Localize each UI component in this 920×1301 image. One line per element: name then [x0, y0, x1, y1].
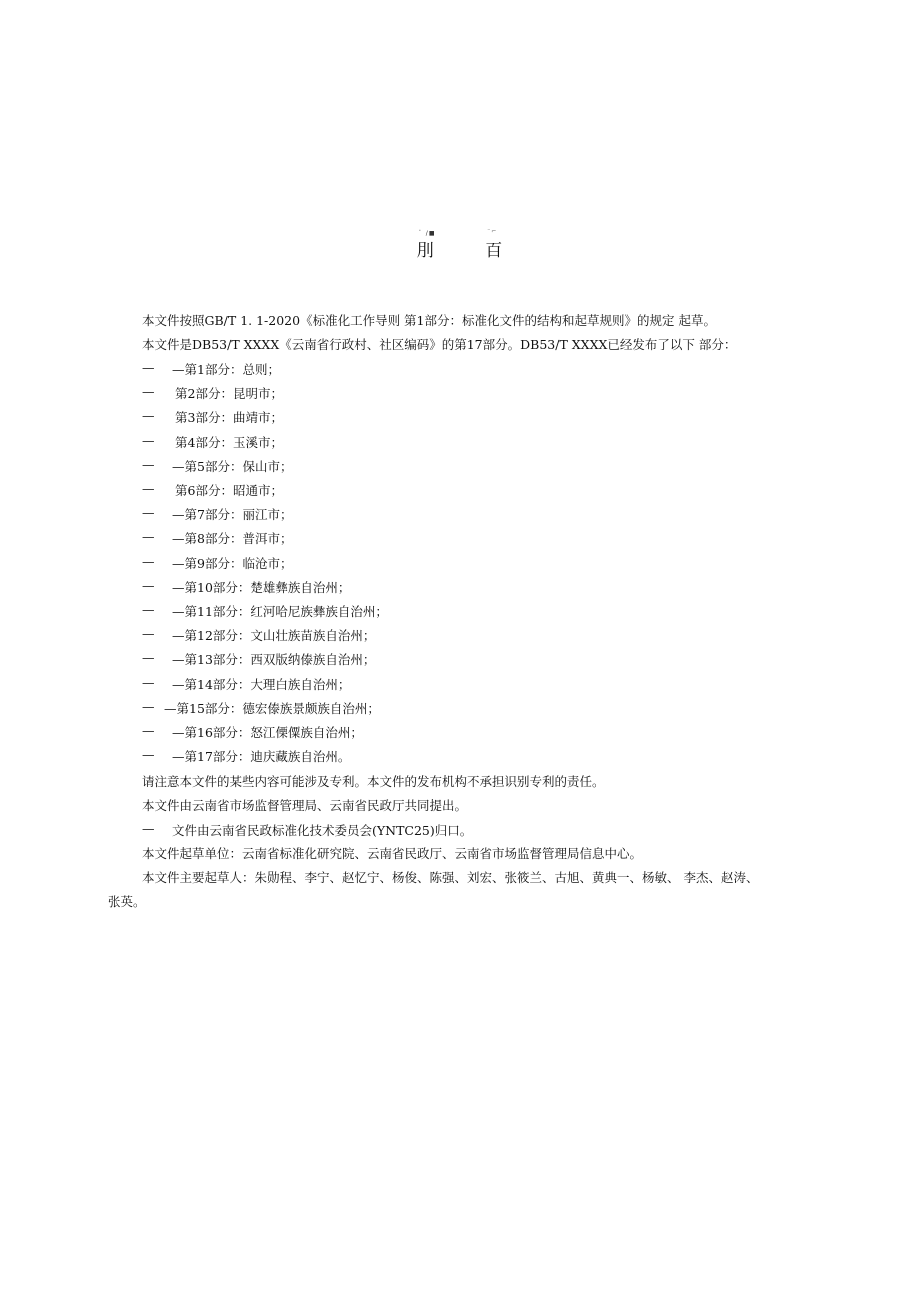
part-item-dash: — — [142, 723, 155, 738]
part-item-dash: — — [142, 529, 155, 544]
part-item-dash: — — [142, 675, 155, 690]
part-item-dash: — — [142, 360, 155, 375]
part-item-text: —第15部分：德宏傣族景颇族自治州； — [164, 701, 380, 716]
part-item-dash: — — [142, 578, 155, 593]
intro-line-1: 本文件按照GB/T 1. 1-2020《标准化工作导则 第1部分：标准化文件的结构和起草规则》的规定 起草。 — [142, 313, 716, 328]
part-item-text: 第2部分：昆明市； — [175, 386, 283, 401]
part-item-dash: — — [142, 505, 155, 520]
proposer-note: 本文件由云南省市场监督管理局、云南省民政厅共同提出。 — [142, 798, 468, 813]
part-item-dash: — — [142, 650, 155, 665]
part-item-text: —第13部分：西双版纳傣族自治州； — [172, 652, 376, 667]
title-char-1 — [416, 230, 436, 261]
part-item-text: —第1部分：总则； — [172, 362, 280, 377]
title-mark-2: ⁻⌐ — [487, 228, 498, 235]
part-item-text: —第12部分：文山壮族苗族自治州； — [172, 628, 376, 643]
part-item-text: 第3部分：曲靖市； — [175, 410, 283, 425]
part-item-text: —第10部分：楚雄彝族自治州； — [172, 580, 351, 595]
title-char-2-text: 百 — [485, 241, 504, 261]
drafting-units-note: 本文件起草单位：云南省标准化研究院、云南省民政厅、云南省市场监督管理局信息中心。 — [142, 846, 643, 861]
intro-line-2: 本文件是DB53∕T XXXX《云南省行政村、社区编码》的第17部分。DB53∕T XXXX已经发布了以下 部分： — [142, 337, 737, 352]
title-mark-1: ゛/■ — [418, 230, 436, 237]
page-title — [0, 228, 920, 261]
part-item-text: —第7部分：丽江市； — [172, 507, 293, 522]
drafters-note-line-2: 张英。 — [108, 894, 146, 909]
part-item-dash: — — [142, 481, 155, 496]
patent-note: 请注意本文件的某些内容可能涉及专利。本文件的发布机构不承担识别专利的责任。 — [142, 774, 605, 789]
part-item-dash: — — [142, 433, 155, 448]
owner-dash: — — [142, 821, 155, 836]
part-item-text: —第17部分：迪庆藏族自治州。 — [172, 749, 351, 764]
part-item-text: —第11部分：红河哈尼族彝族自治州； — [172, 604, 388, 619]
part-item-text: —第9部分：临沧市； — [172, 556, 293, 571]
owner-note: 文件由云南省民政标准化技术委员会(YNTC25)归口。 — [172, 823, 473, 838]
title-char-2 — [485, 228, 504, 261]
part-item-text: 第4部分：玉溪市； — [175, 435, 283, 450]
part-item-dash: — — [142, 384, 155, 399]
part-item-dash: — — [142, 457, 155, 472]
title-char-1-text: 刖 — [416, 241, 435, 261]
part-item-text: —第8部分：普洱市； — [172, 531, 293, 546]
part-item-dash: — — [142, 699, 155, 714]
part-item-text: —第14部分：大理白族自治州； — [172, 677, 351, 692]
part-item-text: —第16部分：怒江傈僳族自治州； — [172, 725, 363, 740]
drafters-note-line-1: 本文件主要起草人：朱勋程、李宁、赵忆宁、杨俊、陈强、刘宏、张筱兰、古旭、黄典一、杨敏、 李杰、赵涛、 — [142, 870, 759, 885]
part-item-dash: — — [142, 602, 155, 617]
part-item-dash: — — [142, 408, 155, 423]
part-item-text: 第6部分：昭通市； — [175, 483, 283, 498]
part-item-dash: — — [142, 626, 155, 641]
part-item-dash: — — [142, 554, 155, 569]
part-item-text: —第5部分：保山市； — [172, 459, 293, 474]
part-item-dash: — — [142, 747, 155, 762]
